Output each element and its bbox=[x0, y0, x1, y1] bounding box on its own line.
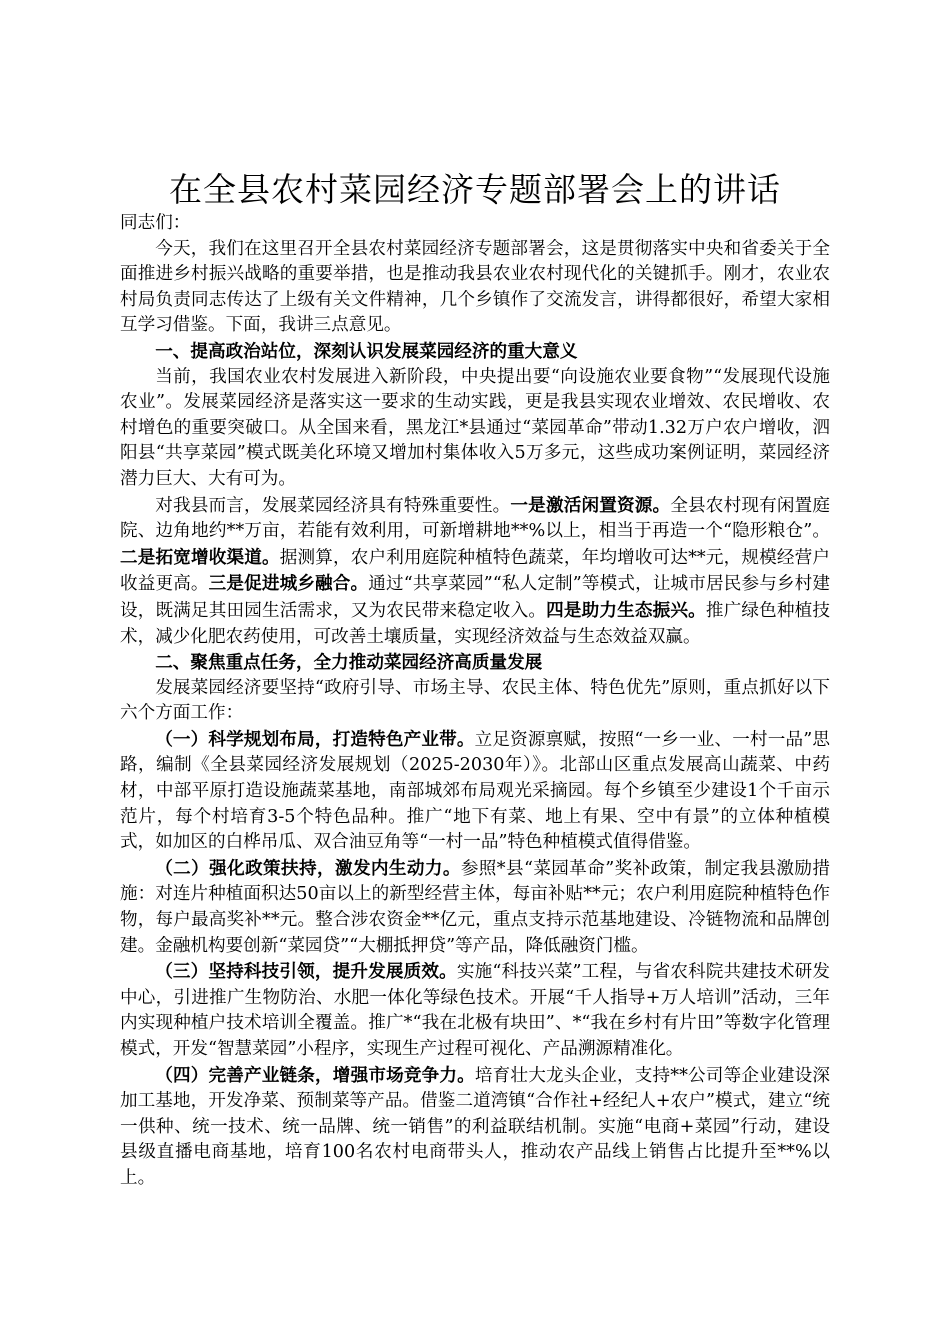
document-body bbox=[120, 211, 830, 1192]
point-4-label: 四是助力生态振兴。 bbox=[546, 599, 706, 621]
section-1-paragraph-2 bbox=[120, 493, 830, 651]
task-item-1-title: （一）科学规划布局，打造特色产业带。 bbox=[155, 728, 475, 750]
section-2-paragraph-1: 发展菜园经济要坚持“政府引导、市场主导、农民主体、特色优先”原则，重点抓好以下六个方面工作： bbox=[120, 677, 830, 724]
task-item-2-text: 参照*县“菜园革命”奖补政策，制定我县激励措施：对连片种植面积达50亩以上的新型经营主体，每亩补贴**元；农户利用庭院种植特色作物，每户最高奖补**元。整合涉农资金**亿元，重点支持示范基地建设、冷链物流和品牌创建。金融机构要创新“菜园贷”“大棚抵押贷”等产品，降低融资门槛。 bbox=[120, 858, 830, 956]
point-1-text: 全县农村现有闲置庭院、边角地约**万亩，若能有效利用，可新增耕地**%以上，相当于再造一个“隐形粮仓”。 bbox=[120, 495, 830, 542]
task-item-2 bbox=[120, 856, 830, 959]
point-2-label: 二是拓宽增收渠道。 bbox=[120, 546, 280, 568]
section-1-heading: 一、提高政治站位，深刻认识发展菜园经济的重大意义 bbox=[155, 340, 578, 362]
document-title: 在全县农村菜园经济专题部署会上的讲话 bbox=[169, 170, 781, 209]
point-3-text: 通过“共享菜园”“私人定制”等模式，让城市居民参与乡村建设，既满足其田园生活需求，又为农民带来稳定收入。 bbox=[120, 574, 830, 621]
point-1-label: 一是激活闲置资源。 bbox=[510, 494, 671, 516]
task-item-3-text: 实施“科技兴菜”工程，与省农科院共建技术研发中心，引进推广生物防治、水肥一体化等绿色技术。开展“千人指导+万人培训”活动，三年内实现种植户技术培训全覆盖。推广*“我在北极有块田”、*“我在乡村有片田”等数字化管理模式，开发“智慧菜园”小程序，实现生产过程可视化、产品溯源精准化。 bbox=[120, 962, 830, 1059]
section-2-heading: 二、聚焦重点任务，全力推动菜园经济高质量发展 bbox=[155, 652, 543, 674]
task-item-3 bbox=[120, 959, 830, 1062]
point-4-text: 推广绿色种植技术，减少化肥农药使用，可改善土壤质量，实现经济效益与生态效益双赢。 bbox=[120, 600, 830, 647]
point-2-text: 据测算，农户利用庭院种植特色蔬菜，年均增收可达**元，规模经营户收益更高。 bbox=[120, 547, 830, 595]
point-3-label: 三是促进城乡融合。 bbox=[208, 573, 369, 595]
task-item-4 bbox=[120, 1063, 830, 1192]
task-item-4-title: （四）完善产业链条，增强市场竞争力。 bbox=[155, 1064, 475, 1086]
intro-paragraph: 今天，我们在这里召开全县农村菜园经济专题部署会，这是贯彻落实中央和省委关于全面推进乡村振兴战略的重要举措，也是推动我县农业农村现代化的关键抓手。刚才，农业农村局负责同志传达了上级有关文件精神，几个乡镇作了交流发言，讲得都很好，希望大家相互学习借鉴。下面，我讲三点意见。 bbox=[120, 238, 830, 336]
paragraph-text: 对我县而言，发展菜园经济具有特殊重要性。 bbox=[155, 495, 511, 516]
task-item-1-text: 立足资源禀赋，按照“一乡一业、一村一品”思路，编制《全县菜园经济发展规划（2025-2030年）》。北部山区重点发展高山蔬菜、中药材，中部平原打造设施蔬菜基地，南部城郊布局观光采摘园。每个乡镇至少建设1个千亩示范片，每个村培育3-5个特色品种。推广“地下有菜、地上有果、空中有景”的立体种植模式，如加区的白桦吊瓜、双合油豆角等“一村一品”特色种植模式值得借鉴。 bbox=[120, 729, 830, 853]
task-item-2-title: （二）强化政策扶持，激发内生动力。 bbox=[155, 857, 461, 879]
task-item-4-text: 培育壮大龙头企业，支持**公司等企业建设深加工基地，开发净菜、预制菜等产品。借鉴二道湾镇“合作社+经纪人+农户”模式，建立“统一供种、统一技术、统一品牌、统一销售”的利益联结机制。实施“电商+菜园”行动，建设县级直播电商基地，培育100名农村电商带头人，推动农产品线上销售占比提升至**%以上。 bbox=[120, 1065, 830, 1188]
task-item-3-title: （三）坚持科技引领，提升发展质效。 bbox=[155, 961, 457, 983]
section-1-paragraph-1: 当前，我国农业农村发展进入新阶段，中央提出要“向设施农业要食物”“发展现代设施农业”。发展菜园经济是落实这一要求的生动实践，更是我县实现农业增效、农民增收、农村增色的重要突破口。从全国来看，黑龙江*县通过“菜园革命”带动1.32万户农户增收，泗阳县“共享菜园”模式既美化环境又增加村集体收入5万多元，这些成功案例证明，菜园经济潜力巨大、大有可为。 bbox=[120, 366, 830, 489]
task-item-1 bbox=[120, 727, 830, 856]
salutation: 同志们： bbox=[120, 213, 191, 233]
